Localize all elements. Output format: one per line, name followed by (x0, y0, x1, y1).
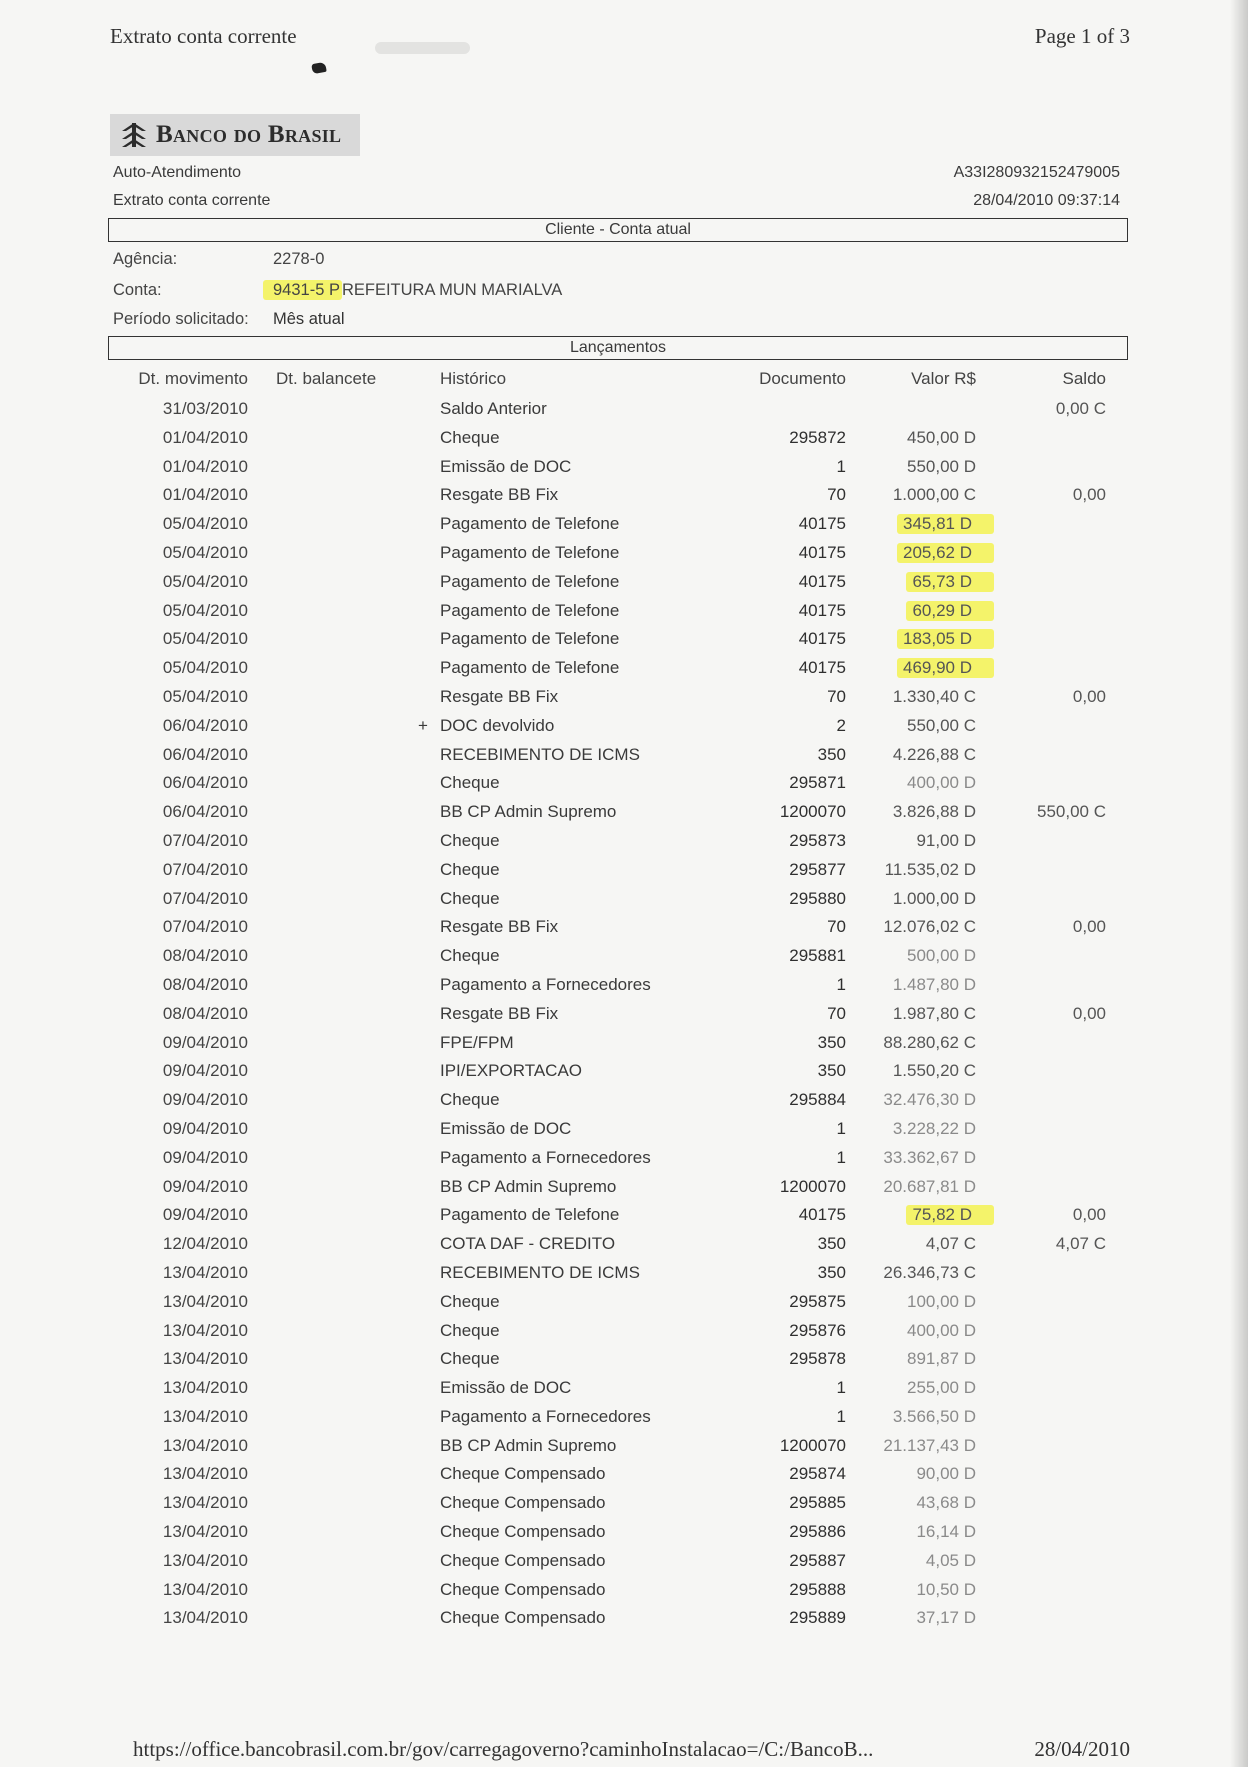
row-documento: 350 (817, 1032, 846, 1052)
issue-datetime: 28/04/2010 09:37:14 (973, 192, 1120, 209)
row-date: 06/04/2010 (162, 715, 248, 735)
row-saldo: 4,07 C (1055, 1234, 1106, 1254)
table-row (0, 1520, 1248, 1549)
row-documento: 295875 (789, 1291, 846, 1311)
table-row (0, 1491, 1248, 1520)
client-section-header (108, 218, 1128, 242)
row-documento: 350 (817, 1061, 846, 1081)
row-documento: 295886 (789, 1522, 846, 1542)
row-date: 09/04/2010 (162, 1090, 248, 1110)
row-date: 13/04/2010 (162, 1550, 248, 1570)
bb-logo-icon (120, 121, 148, 149)
table-row (0, 944, 1248, 973)
lancamentos-section-header (108, 336, 1128, 360)
row-valor: 450,00 D (907, 427, 976, 447)
row-saldo: 550,00 C (1037, 802, 1106, 822)
row-valor: 43,68 D (916, 1493, 976, 1513)
table-row (0, 1059, 1248, 1088)
row-date: 05/04/2010 (162, 629, 248, 649)
row-saldo: 0,00 (1072, 686, 1106, 706)
col-dt-balancete: Dt. balancete (276, 369, 377, 388)
row-historico: DOC devolvido (440, 715, 555, 735)
row-valor: 550,00 C (907, 715, 976, 735)
row-valor: 3.826,88 D (892, 802, 976, 822)
table-row (0, 599, 1248, 628)
row-documento: 70 (827, 917, 846, 937)
row-documento: 1 (836, 1147, 846, 1167)
row-historico: Pagamento de Telefone (440, 571, 620, 591)
table-row (0, 1117, 1248, 1146)
row-historico: Cheque (440, 830, 500, 850)
row-date: 05/04/2010 (162, 658, 248, 678)
table-row (0, 656, 1248, 685)
row-valor: 33.362,67 D (883, 1147, 976, 1167)
row-historico: Emissão de DOC (440, 1118, 572, 1138)
meta-row-1 (113, 164, 1120, 182)
table-row (0, 455, 1248, 484)
row-valor: 1.000,00 D (892, 888, 976, 908)
row-documento: 295876 (789, 1320, 846, 1340)
row-historico: COTA DAF - CREDITO (440, 1234, 616, 1254)
row-historico: Cheque Compensado (440, 1522, 606, 1542)
row-date: 01/04/2010 (162, 485, 248, 505)
row-historico: Emissão de DOC (440, 456, 572, 476)
row-valor: 205,62 D (897, 543, 994, 563)
row-valor: 3.566,50 D (892, 1406, 976, 1426)
row-date: 09/04/2010 (162, 1061, 248, 1081)
row-valor: 26.346,73 C (883, 1262, 976, 1282)
table-row (0, 714, 1248, 743)
row-valor: 469,90 D (897, 658, 994, 678)
row-valor: 255,00 D (907, 1378, 976, 1398)
row-date: 13/04/2010 (162, 1464, 248, 1484)
row-historico: Pagamento de Telefone (440, 514, 620, 534)
row-valor: 100,00 D (907, 1291, 976, 1311)
row-historico: Cheque Compensado (440, 1608, 606, 1628)
row-documento: 295878 (789, 1349, 846, 1369)
row-historico: Cheque (440, 427, 500, 447)
row-valor: 16,14 D (916, 1522, 976, 1542)
row-documento: 40175 (798, 514, 846, 534)
row-date: 08/04/2010 (162, 1003, 248, 1023)
row-valor: 4,07 C (925, 1234, 976, 1254)
row-valor: 20.687,81 D (883, 1176, 976, 1196)
row-date: 09/04/2010 (162, 1176, 248, 1196)
row-historico: RECEBIMENTO DE ICMS (440, 1262, 640, 1282)
table-row (0, 397, 1248, 426)
row-valor: 1.487,80 D (892, 974, 976, 994)
row-date: 07/04/2010 (162, 888, 248, 908)
row-date: 01/04/2010 (162, 427, 248, 447)
row-historico: Cheque (440, 888, 500, 908)
extrato-label: Extrato conta corrente (113, 192, 271, 209)
table-row (0, 887, 1248, 916)
row-date: 13/04/2010 (162, 1493, 248, 1513)
row-date: 31/03/2010 (162, 399, 248, 418)
row-historico: FPE/FPM (440, 1032, 514, 1052)
row-date: 13/04/2010 (162, 1608, 248, 1628)
table-row (0, 627, 1248, 656)
row-valor: 10,50 D (916, 1579, 976, 1599)
row-historico: Cheque Compensado (440, 1493, 606, 1513)
row-documento: 1 (836, 974, 846, 994)
row-documento: 295873 (789, 830, 846, 850)
row-historico: Cheque (440, 859, 500, 879)
row-valor: 37,17 D (916, 1608, 976, 1628)
table-row (0, 771, 1248, 800)
row-documento: 295872 (789, 427, 846, 447)
row-documento: 295888 (789, 1579, 846, 1599)
row-historico: RECEBIMENTO DE ICMS (440, 744, 640, 764)
table-row (0, 1203, 1248, 1232)
row-saldo: 0,00 (1072, 1003, 1106, 1023)
row-historico: Resgate BB Fix (440, 686, 559, 706)
row-historico: IPI/EXPORTACAO (440, 1061, 583, 1081)
row-date: 05/04/2010 (162, 542, 248, 562)
row-date: 06/04/2010 (162, 773, 248, 793)
row-documento: 1200070 (779, 1176, 846, 1196)
row-documento: 70 (827, 485, 846, 505)
col-documento: Documento (759, 369, 846, 388)
row-historico: Pagamento a Fornecedores (440, 1147, 651, 1167)
agencia-row (113, 250, 325, 269)
row-valor: 60,29 D (906, 601, 994, 621)
scan-mark (311, 62, 327, 74)
row-valor: 183,05 D (897, 629, 994, 649)
row-date: 05/04/2010 (162, 571, 248, 591)
auto-atendimento-label: Auto-Atendimento (113, 164, 242, 181)
row-valor: 3.228,22 D (892, 1118, 976, 1138)
periodo-value: Mês atual (273, 310, 345, 328)
table-row (0, 743, 1248, 772)
table-row (0, 829, 1248, 858)
row-valor: 91,00 D (916, 830, 976, 850)
row-date: 13/04/2010 (162, 1320, 248, 1340)
table-row (0, 1549, 1248, 1578)
table-row (0, 1290, 1248, 1319)
row-valor: 65,73 D (906, 572, 994, 592)
row-documento: 350 (817, 1234, 846, 1254)
periodo-row (113, 310, 345, 329)
table-row (0, 800, 1248, 829)
row-date: 08/04/2010 (162, 946, 248, 966)
table-row (0, 541, 1248, 570)
transactions-table (0, 397, 1248, 1635)
row-historico: Emissão de DOC (440, 1378, 572, 1398)
row-date: 09/04/2010 (162, 1147, 248, 1167)
row-historico: Resgate BB Fix (440, 1003, 559, 1023)
conta-value (263, 281, 562, 300)
periodo-label: Período solicitado: (113, 310, 249, 328)
agencia-value: 2278-0 (273, 250, 325, 268)
row-date: 13/04/2010 (162, 1291, 248, 1311)
page-number: Page 1 of 3 (1034, 24, 1130, 48)
scan-smudge (375, 42, 470, 54)
row-historico: Cheque (440, 946, 500, 966)
table-row (0, 1261, 1248, 1290)
row-valor: 345,81 D (897, 514, 994, 534)
row-historico: Cheque Compensado (440, 1579, 606, 1599)
row-valor: 1.550,20 C (892, 1061, 976, 1081)
row-date: 09/04/2010 (162, 1032, 248, 1052)
row-date: 13/04/2010 (162, 1262, 248, 1282)
row-historico: Cheque (440, 1320, 500, 1340)
row-date: 05/04/2010 (162, 686, 248, 706)
table-row (0, 1462, 1248, 1491)
row-date: 13/04/2010 (162, 1349, 248, 1369)
row-historico: Pagamento de Telefone (440, 658, 620, 678)
row-documento: 295889 (789, 1608, 846, 1628)
row-historico: Pagamento de Telefone (440, 542, 620, 562)
row-documento: 1 (836, 1378, 846, 1398)
row-historico: Pagamento de Telefone (440, 1205, 620, 1225)
table-row (0, 426, 1248, 455)
row-valor: 1.987,80 C (892, 1003, 976, 1023)
row-documento: 295887 (789, 1550, 846, 1570)
row-date: 07/04/2010 (162, 859, 248, 879)
bank-logo (110, 114, 360, 156)
conta-label: Conta: (113, 281, 162, 299)
document-id: A33I280932152479005 (953, 164, 1120, 181)
row-date: 07/04/2010 (162, 830, 248, 850)
row-historico: Cheque (440, 1291, 500, 1311)
col-dt-movimento: Dt. movimento (138, 369, 248, 388)
row-documento: 40175 (798, 629, 846, 649)
row-historico: BB CP Admin Supremo (440, 1176, 617, 1196)
row-documento: 295877 (789, 859, 846, 879)
row-date: 09/04/2010 (162, 1205, 248, 1225)
row-valor: 891,87 D (907, 1349, 976, 1369)
row-date: 13/04/2010 (162, 1579, 248, 1599)
table-row (0, 1146, 1248, 1175)
row-date: 13/04/2010 (162, 1406, 248, 1426)
row-documento: 295884 (789, 1090, 846, 1110)
row-date: 12/04/2010 (162, 1234, 248, 1254)
table-row (0, 858, 1248, 887)
row-valor: 11.535,02 D (884, 859, 976, 879)
row-valor: 4.226,88 C (892, 744, 976, 764)
table-row (0, 483, 1248, 512)
row-documento: 295874 (789, 1464, 846, 1484)
row-historico: Saldo Anterior (440, 399, 547, 418)
row-date: 05/04/2010 (162, 600, 248, 620)
table-row (0, 570, 1248, 599)
row-date: 13/04/2010 (162, 1378, 248, 1398)
row-valor: 21.137,43 D (883, 1435, 976, 1455)
row-saldo: 0,00 (1072, 1205, 1106, 1225)
row-documento: 1200070 (779, 802, 846, 822)
row-historico: BB CP Admin Supremo (440, 1435, 617, 1455)
row-historico: Pagamento de Telefone (440, 600, 620, 620)
row-documento: 295871 (789, 773, 846, 793)
row-valor: 12.076,02 C (883, 917, 976, 937)
table-row (0, 1319, 1248, 1348)
row-historico: Pagamento a Fornecedores (440, 1406, 651, 1426)
row-valor: 500,00 D (907, 946, 976, 966)
row-date: 06/04/2010 (162, 802, 248, 822)
conta-row (113, 281, 563, 300)
table-row (0, 1002, 1248, 1031)
row-valor: 75,82 D (906, 1205, 994, 1225)
row-historico: Resgate BB Fix (440, 917, 559, 937)
lancamentos-section-title: Lançamentos (569, 339, 667, 356)
footer-date: 28/04/2010 (1034, 1737, 1130, 1761)
row-documento: 40175 (798, 658, 846, 678)
row-date: 05/04/2010 (162, 514, 248, 534)
col-saldo: Saldo (1062, 369, 1106, 388)
row-date: 13/04/2010 (162, 1435, 248, 1455)
row-documento: 1 (836, 1118, 846, 1138)
row-documento: 350 (817, 744, 846, 764)
row-documento: 1 (836, 1406, 846, 1426)
print-footer (133, 1737, 1130, 1762)
logo-wordmark: Banco do Brasil (156, 121, 342, 148)
col-valor: Valor R$ (911, 369, 976, 388)
row-date: 09/04/2010 (162, 1118, 248, 1138)
row-historico: Pagamento de Telefone (440, 629, 620, 649)
print-header-title: Extrato conta corrente (110, 24, 297, 48)
row-date: 08/04/2010 (162, 974, 248, 994)
row-valor: 400,00 D (907, 773, 976, 793)
client-section-title: Cliente - Conta atual (545, 221, 691, 238)
row-valor: 550,00 D (907, 456, 976, 476)
row-historico: BB CP Admin Supremo (440, 802, 617, 822)
table-row (0, 1175, 1248, 1204)
row-documento: 295881 (789, 946, 846, 966)
row-historico: Cheque (440, 1090, 500, 1110)
row-saldo: 0,00 C (1055, 399, 1106, 418)
row-historico: Pagamento a Fornecedores (440, 974, 651, 994)
table-column-headers (0, 369, 1248, 393)
row-valor: 88.280,62 C (883, 1032, 976, 1052)
row-documento: 1200070 (779, 1435, 846, 1455)
row-documento: 295880 (789, 888, 846, 908)
row-historico: Cheque Compensado (440, 1550, 606, 1570)
table-row (0, 1347, 1248, 1376)
table-row (0, 1606, 1248, 1635)
table-row (0, 685, 1248, 714)
row-saldo: 0,00 (1072, 485, 1106, 505)
table-row (0, 512, 1248, 541)
row-date: 06/04/2010 (162, 744, 248, 764)
row-valor: 1.000,00 C (892, 485, 976, 505)
table-row (0, 973, 1248, 1002)
row-documento: 2 (836, 715, 846, 735)
conta-name: REFEITURA MUN MARIALVA (341, 281, 563, 299)
row-documento: 40175 (798, 600, 846, 620)
row-documento: 70 (827, 686, 846, 706)
row-historico: Cheque (440, 773, 500, 793)
row-historico: Resgate BB Fix (440, 485, 559, 505)
row-historico: Cheque Compensado (440, 1464, 606, 1484)
footer-url: https://office.bancobrasil.com.br/gov/carregagoverno?caminhoInstalacao=/C:/BancoB... (133, 1737, 874, 1761)
col-historico: Histórico (440, 369, 507, 388)
row-date: 07/04/2010 (162, 917, 248, 937)
row-valor: 4,05 D (925, 1550, 976, 1570)
row-saldo: 0,00 (1072, 917, 1106, 937)
row-documento: 40175 (798, 571, 846, 591)
row-valor: 90,00 D (916, 1464, 976, 1484)
row-plus-marker: + (418, 715, 428, 735)
row-date: 01/04/2010 (162, 456, 248, 476)
row-date: 13/04/2010 (162, 1522, 248, 1542)
row-documento: 350 (817, 1262, 846, 1282)
table-row (0, 1031, 1248, 1060)
row-historico: Cheque (440, 1349, 500, 1369)
row-valor: 1.330,40 C (892, 686, 976, 706)
agencia-label: Agência: (113, 250, 178, 268)
meta-row-2 (113, 192, 1120, 210)
table-row (0, 1232, 1248, 1261)
table-row (0, 1405, 1248, 1434)
row-documento: 40175 (798, 542, 846, 562)
scan-edge-shadow (1230, 0, 1248, 1767)
row-valor: 400,00 D (907, 1320, 976, 1340)
table-row (0, 1434, 1248, 1463)
table-row (0, 915, 1248, 944)
row-documento: 295885 (789, 1493, 846, 1513)
table-row (0, 1578, 1248, 1607)
row-valor: 32.476,30 D (883, 1090, 976, 1110)
row-documento: 40175 (798, 1205, 846, 1225)
row-documento: 70 (827, 1003, 846, 1023)
table-row (0, 1088, 1248, 1117)
row-documento: 1 (836, 456, 846, 476)
conta-number: 9431-5 P (263, 280, 342, 300)
table-row (0, 1376, 1248, 1405)
